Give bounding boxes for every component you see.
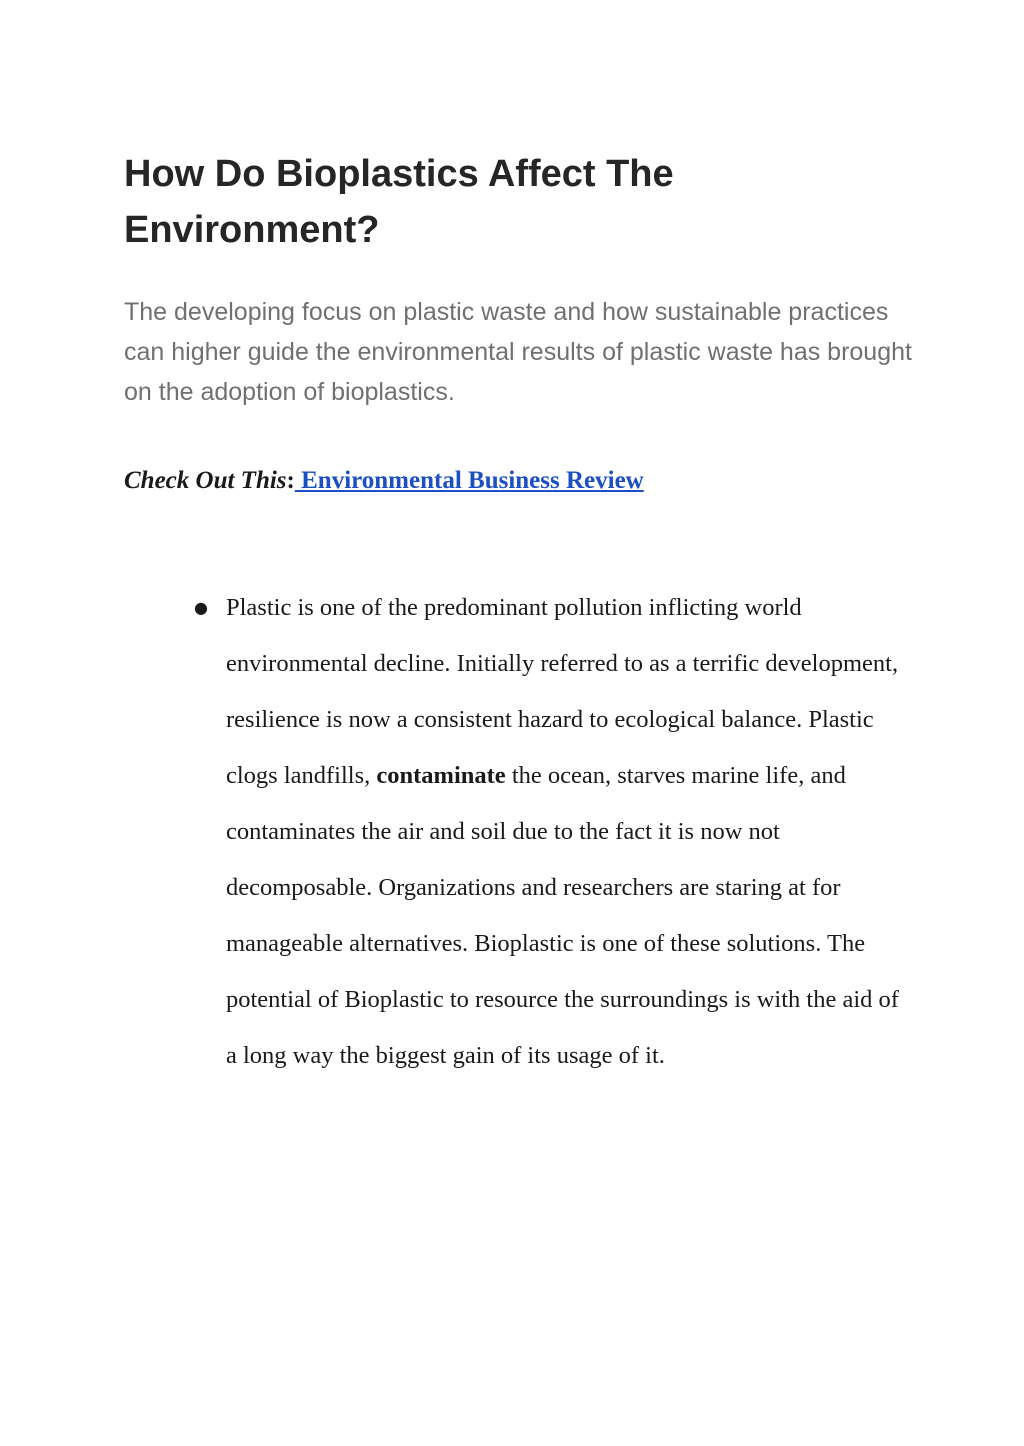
check-out-colon: : <box>286 467 295 494</box>
bullet-list <box>194 580 906 1084</box>
bullet-text-start: Plastic is one of the predominant pollution inflicting world environmental decline. Initially referred to as a terrific development, resilience is now a consistent hazard to ecological balance. Plastic clogs landfills, <box>226 594 899 789</box>
bullet-bold-word: contaminate <box>376 762 506 789</box>
check-out-label: Check Out This <box>124 467 287 494</box>
bullet-dot-icon: ● <box>194 598 208 617</box>
list-item <box>194 580 906 1084</box>
intro-paragraph: The developing focus on plastic waste and how sustainable practices can higher guide the environmental results of plastic waste has brought on the adoption of bioplastics. <box>124 298 912 406</box>
environmental-business-review-link[interactable]: Environmental Business Review <box>294 467 644 494</box>
bullet-text-end: the ocean, starves marine life, and contaminates the air and soil due to the fact it is now not decomposable. Organizations and researchers are staring at for manageable alternatives. Bioplastic is one of these solutions. The potential of Bioplastic to resource the surroundings is with the aid of a long way the biggest gain of its usage of it. <box>226 762 899 1069</box>
page-title: How Do Bioplastics Affect The Environment? <box>124 153 674 251</box>
check-out-line <box>124 462 644 500</box>
